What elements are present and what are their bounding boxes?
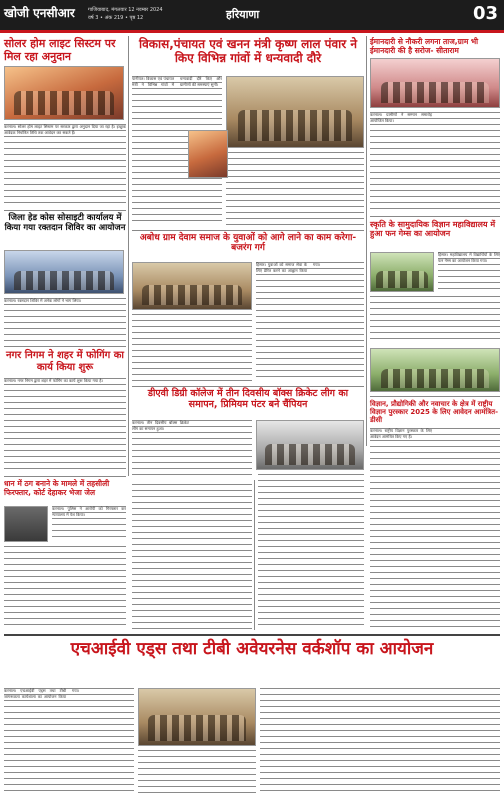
dav-body-cont bbox=[132, 484, 252, 630]
drugs-body: हिसार। युवाओं को समाज सेवा के लिए प्रेरित करने का आह्वान किया गया। bbox=[256, 262, 364, 382]
solar-body: करनाल। सोलर होम लाइट सिस्टम पर सरकार द्वारा अनुदान दिया जा रहा है। इच्छुक आवेदक निर्धारित तिथि तक आवेदन कर सकते हैं। bbox=[4, 124, 126, 206]
panwar-portrait bbox=[188, 130, 228, 178]
smriti-photo bbox=[370, 252, 434, 292]
hiv-body: करनाल। एचआईवी एड्स तथा टीबी जागरूकता कार्यशाला का आयोजन किया गया। bbox=[4, 688, 134, 796]
dateline bbox=[88, 6, 163, 22]
story-divider bbox=[4, 346, 126, 347]
panwar-body-cont bbox=[226, 152, 364, 226]
panwar-headline: विकास,पंचायत एवं खनन मंत्री कृष्ण लाल पंवार ने किए विभिन्न गांवों में धन्यवादी दौरे bbox=[138, 37, 358, 65]
dav-photo bbox=[256, 420, 364, 470]
column-rule bbox=[366, 36, 367, 446]
science-body: करनाल। राष्ट्रीय विज्ञान पुरस्कार के लिए आवेदन आमंत्रित किए गए हैं। bbox=[370, 428, 500, 628]
khelkoot-body: करनाल। ग्रामीणों ने सम्मान समारोह आयोजित किया। bbox=[370, 112, 500, 212]
column-rule bbox=[254, 480, 255, 630]
column-rule bbox=[128, 36, 129, 476]
story-divider bbox=[370, 396, 500, 397]
dav-headline: डीएवी डिग्री कॉलेज में तीन दिवसीय बॉक्स क्रिकेट लीग का समापन, प्रिमियम पंटर बने चैंपियन bbox=[147, 388, 349, 410]
drugs-photo bbox=[132, 262, 252, 310]
dav-body-cont-2 bbox=[258, 474, 364, 630]
paddy-body-cont bbox=[4, 546, 126, 630]
page-number: 03 bbox=[472, 3, 498, 24]
section-title: हरियाणा bbox=[226, 8, 260, 21]
fogging-headline: नगर निगम ने शहर में फोगिंग का कार्य किया शुरू bbox=[5, 350, 125, 373]
story-divider bbox=[370, 216, 500, 217]
paddy-headline: धान में ठग बनाने के मामले में तहसीली फिरफ्तार, कोर्ट देहाकर भेजा जेल bbox=[4, 479, 110, 497]
smriti-body-cont bbox=[370, 296, 500, 344]
drugs-headline: अबोध ग्राम देवाम समाज के युवाओं को आगे लाने का काम करेगा- बजरंग गर्ग bbox=[139, 233, 357, 254]
dav-body: करनाल। तीन दिवसीय बॉक्स क्रिकेट लीग का समापन हुआ। bbox=[132, 420, 252, 480]
story-divider bbox=[4, 210, 126, 211]
masthead bbox=[0, 0, 504, 30]
solar-photo bbox=[4, 66, 124, 120]
story-divider bbox=[4, 476, 126, 477]
story-divider bbox=[132, 386, 364, 387]
dateline-line-1: गाजियाबाद, मंगलवार 12 नवम्बर 2024 bbox=[88, 7, 163, 13]
dateline-line-2: वर्ष 3 • अंक 219 • पृष्ठ 12 bbox=[88, 15, 144, 21]
cosite-body: करनाल। रक्तदान शिविर में अनेक लोगों ने भाग लिया। bbox=[4, 298, 126, 342]
cosite-photo bbox=[4, 250, 124, 294]
smriti-body: हिसार। महाविद्यालय में विद्यार्थियों के लिए फन गेम्स का आयोजन किया गया। bbox=[438, 252, 500, 292]
science-headline: विज्ञान, प्रौद्योगिकी और नवाचार के क्षेत्र में राष्ट्रीय विज्ञान पुरस्कार 2025 के लिए आवेदन आमंत्रित-डीसी bbox=[370, 400, 498, 425]
paper-logo: खोजी एनसीआर bbox=[4, 6, 75, 20]
smriti-photo-2 bbox=[370, 348, 500, 392]
hiv-photo bbox=[138, 688, 256, 746]
paddy-photo bbox=[4, 506, 48, 542]
fogging-body: करनाल। नगर निगम द्वारा शहर में फोगिंग का कार्य शुरू किया गया है। bbox=[4, 378, 126, 472]
masthead-rule bbox=[0, 30, 504, 33]
hiv-body-cont-2 bbox=[260, 688, 500, 796]
story-divider bbox=[132, 230, 364, 231]
cosite-headline: जिला हेड कोस सोसाइटी कार्यालय में किया गया रक्तदान शिविर का आयोजन bbox=[4, 213, 126, 233]
story-divider bbox=[4, 634, 500, 636]
hiv-body-cont bbox=[138, 750, 256, 796]
hiv-headline: एचआईवी एड्स तथा टीबी अवेयरनेस वर्कशॉप का आयोजन bbox=[70, 639, 434, 659]
khelkoot-photo bbox=[370, 58, 500, 108]
drugs-body-cont bbox=[132, 314, 252, 382]
solar-headline: सोलर होम लाइट सिस्टम पर मिल रहा अनुदान bbox=[4, 37, 116, 63]
paddy-body: करनाल। पुलिस ने आरोपी को गिरफ्तार कर न्यायालय में पेश किया। bbox=[52, 506, 126, 542]
smriti-headline: स्कृति के सामुदायिक विज्ञान महाविद्यालय में हुआ फन गेम्स का आयोजन bbox=[370, 220, 496, 239]
panwar-photo-main bbox=[226, 76, 364, 148]
panwar-body: पानीपत। विकास एवं पंचायत मंत्री ने विभिन्न गांवों में धन्यवादी दौरे किए और ग्रामीणों की समस्याएं सुनीं। bbox=[132, 76, 222, 226]
khelkoot-headline: ईमानदारी से नौकरी लगना ताज,ग्राम भी ईमानदारी की है सरोज- सीताराम bbox=[370, 37, 479, 55]
